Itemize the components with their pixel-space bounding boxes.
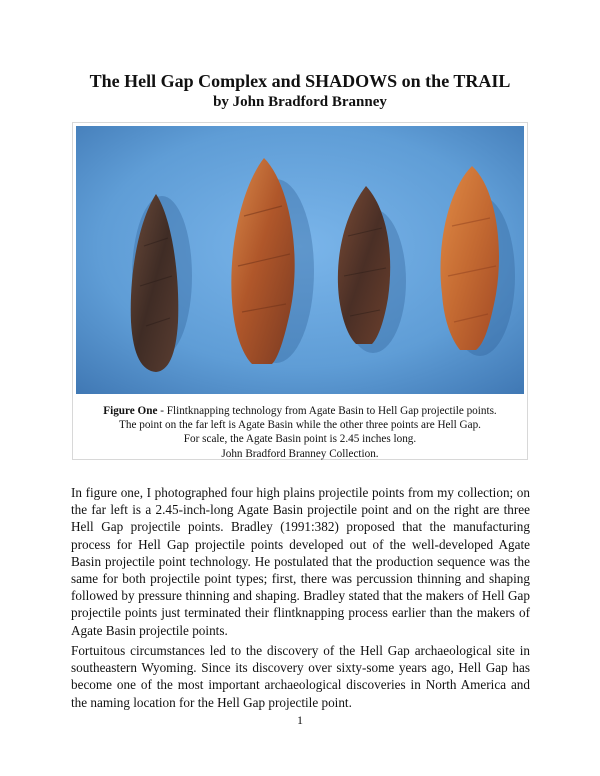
body-paragraph: In figure one, I photographed four high plains projectile points from my collection; on the far left is a 2.45-inch-long Agate Basin projectile point and on the right are three Hell Gap projectile points. Bradley (1991:382) proposed that the manufacturing process for Hell Gap projectile points developed out of the well-developed Agate Basin projectile point technology. He postulated that the production sequence was the same for both projectile point types; first, there was percussion thinning and shaping followed by pressure thinning and shaping. Bradley stated that the makers of Hell Gap projectile points just terminated their flintknapping process earlier than the makers of Agate Basin projectile points. [71,485,530,638]
figure-caption [73,404,527,461]
projectile-points-photo [76,126,524,394]
document-title: The Hell Gap Complex and SHADOWS on the TRAIL [89,71,511,91]
caption-label: Figure One [103,405,158,417]
caption-line-2: The point on the far left is Agate Basin while the other three points are Hell Gap. [119,419,481,432]
body-paragraph: Fortuitous circumstances led to the discovery of the Hell Gap archaeological site in southeastern Wyoming. Since its discovery over sixty-some years ago, Hell Gap has become one of the most important archaeological discoveries in North America and the naming location for the Hell Gap projectile point. [71,643,530,710]
page-number: 1 [297,713,303,727]
caption-line-3: For scale, the Agate Basin point is 2.45 inches long. [183,433,417,446]
figure-one [72,122,528,460]
caption-line-4: John Bradford Branney Collection. [221,447,379,460]
author-byline: by John Bradford Branney [213,94,387,110]
caption-line-1: - Flintknapping technology from Agate Basin to Hell Gap projectile points. [157,405,497,417]
